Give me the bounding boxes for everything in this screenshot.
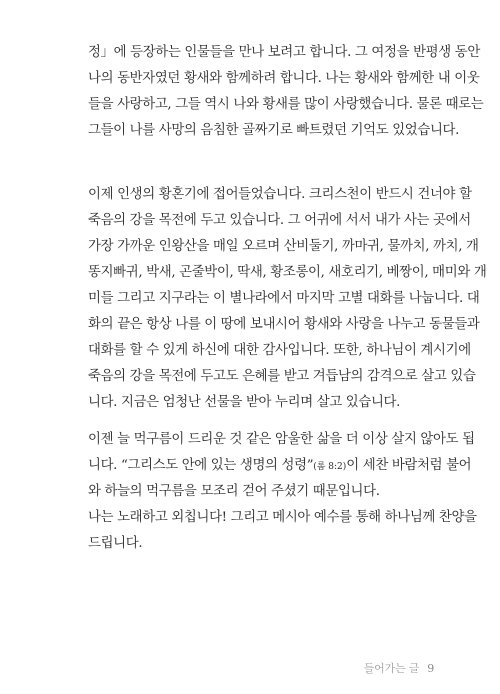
text-line: 가장 가까운 인왕산을 매일 오르며 산비둘기, 까마귀, 물까치, 까치, 개 (88, 239, 479, 254)
text-line: 와 하늘의 먹구름을 모조리 걷어 주셨기 때문입니다. (88, 484, 380, 499)
text-line: 죽음의 강을 목전에 두고 있습니다. 그 어귀에 서서 내가 사는 곳에서 (88, 213, 471, 228)
paragraph-1 (88, 40, 484, 144)
text-line: 미들 그리고 지구라는 이 별나라에서 마지막 고별 대화를 나눕니다. 대 (88, 291, 480, 306)
text-line: 들을 사랑하고, 그들 역시 나와 황새를 많이 사랑했습니다. 물론 때로는 (88, 97, 484, 112)
running-footer-title: 들어가는 글 (363, 662, 420, 675)
text-line: 그들이 나를 사망의 음침한 골짜기로 빠트렸던 기억도 있었습니다. (88, 123, 460, 138)
text-line: 이제 인생의 황혼기에 접어들었습니다. 크리스천이 반드시 건너야 할 (88, 187, 472, 202)
text-line: 니다. 지금은 엄청난 선물을 받아 누리며 살고 있습니다. (88, 395, 401, 410)
paragraph-3 (88, 427, 477, 557)
text-line: 정」에 등장하는 인물들을 만나 보려고 합니다. 그 여정을 반평생 동안 (88, 45, 480, 60)
paragraph-2 (88, 182, 487, 416)
text-line: 드립니다. (88, 536, 143, 551)
page-number: 9 (427, 662, 434, 675)
text-line: 나의 동반자였던 황새와 함께하려 합니다. 나는 황새와 함께한 내 이웃 (88, 71, 480, 86)
text-line: 화의 끝은 항상 나를 이 땅에 보내시어 황새와 사랑을 나누고 동물들과 (88, 317, 480, 332)
text-line: 이젠 늘 먹구름이 드리운 것 같은 암울한 삶을 더 이상 살지 않아도 됩 (88, 432, 475, 447)
text-line: 똥지빠귀, 박새, 곤줄박이, 딱새, 황조롱이, 새호리기, 베짱이, 매미와 개 (88, 265, 487, 280)
text-line: 대화를 할 수 있게 하신에 대한 감사입니다. 또한, 하나님이 계시기에 (88, 343, 471, 358)
page-footer (364, 660, 434, 676)
scripture-reference: (롬 8:2) (313, 462, 347, 472)
text-line: 죽음의 강을 목전에 두고도 은혜를 받고 겨듭남의 감격으로 살고 있습 (88, 369, 476, 384)
text-line-head: 니다. “그리스도 안에 있는 생명의 성령” (88, 458, 314, 473)
text-line (88, 453, 472, 479)
text-line-tail: 이 세찬 바람처럼 불어 (346, 458, 472, 473)
text-line: 나는 노래하고 외칩니다! 그리고 메시아 예수를 통해 하나님께 찬양을 (88, 510, 477, 525)
